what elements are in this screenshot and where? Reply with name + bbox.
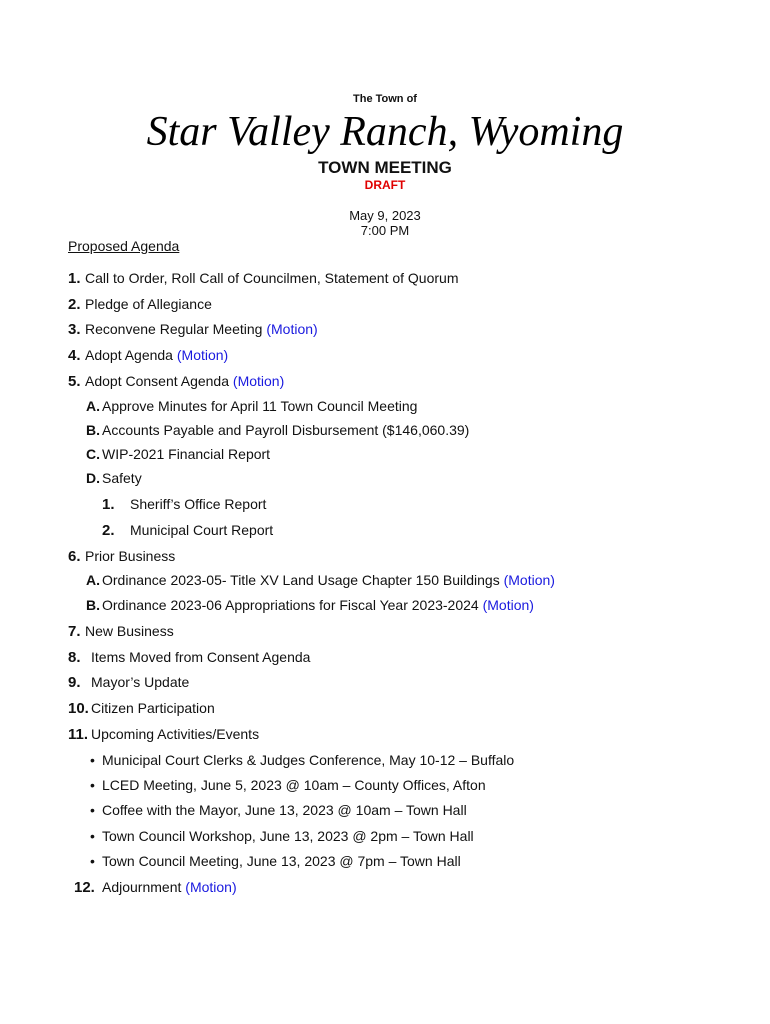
event-list-item: • LCED Meeting, June 5, 2023 @ 10am – County Offices, Afton xyxy=(90,777,486,793)
agenda-item: 2. Pledge of Allegiance xyxy=(68,296,212,313)
meeting-date: May 9, 2023 xyxy=(349,208,421,223)
event-list-item: • Municipal Court Clerks & Judges Conference, May 10-12 – Buffalo xyxy=(90,752,515,768)
agenda-item: 7. New Business xyxy=(68,623,174,640)
agenda-subitem: A. Ordinance 2023-05- Title XV Land Usage Chapter 150 Buildings (Motion) xyxy=(86,572,555,588)
agenda-item: 1. Call to Order, Roll Call of Councilmen, Statement of Quorum xyxy=(68,270,459,287)
motion-link: (Motion) xyxy=(185,879,237,895)
agenda-item: 6. Prior Business xyxy=(68,548,176,565)
agenda-subsubitem: 1. Sheriff’s Office Report xyxy=(102,496,267,513)
agenda-item: 3. Reconvene Regular Meeting (Motion) xyxy=(68,321,318,338)
agenda-subitem: D. Safety xyxy=(86,470,142,486)
agenda-item: 10. Citizen Participation xyxy=(68,700,215,717)
motion-link: (Motion) xyxy=(482,597,534,613)
agenda-heading: Proposed Agenda xyxy=(68,238,180,254)
town-of-label: The Town of xyxy=(353,93,417,105)
agenda-item: 5. Adopt Consent Agenda (Motion) xyxy=(68,373,285,390)
agenda-subitem: C. WIP-2021 Financial Report xyxy=(86,446,271,462)
agenda-subitem: B. Ordinance 2023-06 Appropriations for Fiscal Year 2023-2024 (Motion) xyxy=(86,597,534,613)
town-name-title: Star Valley Ranch, Wyoming xyxy=(146,109,624,155)
agenda-item: 11. Upcoming Activities/Events xyxy=(68,726,260,743)
meeting-time: 7:00 PM xyxy=(360,223,410,238)
event-list-item: • Town Council Workshop, June 13, 2023 @ 2pm – Town Hall xyxy=(90,828,474,844)
agenda-item: 9. Mayor’s Update xyxy=(68,674,190,691)
motion-link: (Motion) xyxy=(176,347,229,363)
motion-link: (Motion) xyxy=(266,321,318,337)
event-list-item: • Coffee with the Mayor, June 13, 2023 @ 10am – Town Hall xyxy=(90,802,467,818)
motion-link: (Motion) xyxy=(232,373,285,389)
meeting-type: TOWN MEETING xyxy=(318,158,452,177)
draft-status: DRAFT xyxy=(364,178,406,192)
agenda-item: 12. Adjournment (Motion) xyxy=(74,879,237,896)
motion-link: (Motion) xyxy=(503,572,555,588)
agenda-subsubitem: 2. Municipal Court Report xyxy=(102,522,274,539)
agenda-item: 8. Items Moved from Consent Agenda xyxy=(68,649,311,666)
event-list-item: • Town Council Meeting, June 13, 2023 @ 7pm – Town Hall xyxy=(90,853,461,869)
agenda-item: 4. Adopt Agenda (Motion) xyxy=(68,347,229,364)
agenda-subitem: B. Accounts Payable and Payroll Disbursement ($146,060.39) xyxy=(86,422,470,438)
agenda-subitem: A. Approve Minutes for April 11 Town Council Meeting xyxy=(86,398,418,414)
